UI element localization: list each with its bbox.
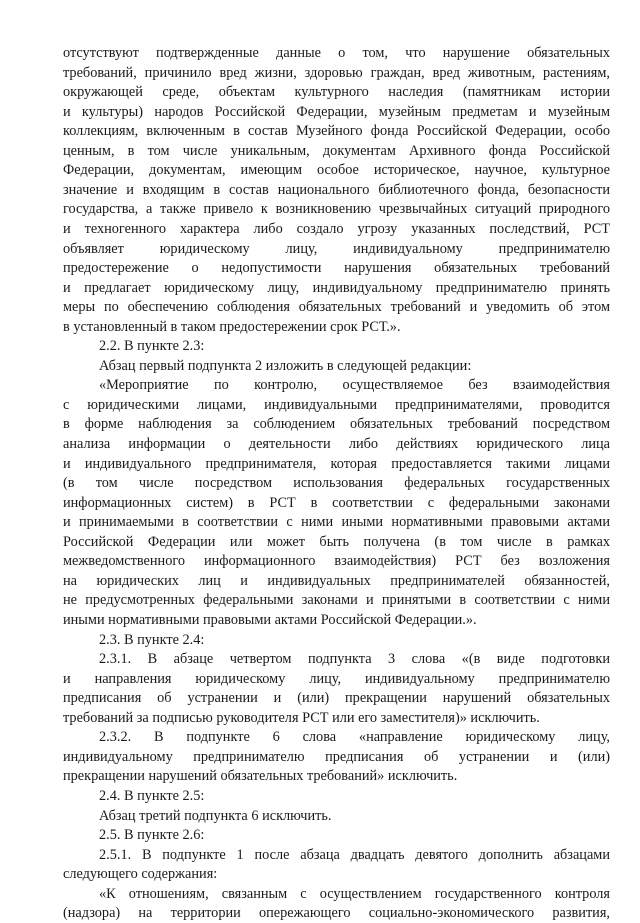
text-line: и индивидуального предпринимателя, которая предоставляется такими лицами bbox=[63, 455, 610, 472]
text-line: 2.5. В пункте 2.6: bbox=[99, 827, 205, 843]
text-line: не предусмотренных федеральными законами и принятыми в соответствии с ними bbox=[63, 592, 610, 609]
text-line: в форме наблюдения за соблюдением обязательных требований посредством bbox=[63, 416, 610, 433]
text-line: (в том числе посредством использования федеральных государственных bbox=[63, 475, 610, 492]
text-line: и техногенного характера либо создало угрозу указанных последствий, РСТ bbox=[63, 221, 610, 237]
text-line: 2.3.1. В абзаце четвертом подпункта 3 слова «(в виде подготовки bbox=[99, 651, 610, 668]
text-line: прекращении нарушений обязательных требований» исключить. bbox=[63, 768, 458, 785]
text-line: требований, причинило вред жизни, здоровью граждан, вред животным, растениям, bbox=[63, 64, 610, 81]
text-line: Российской Федерации или может быть получена (в том числе в рамках bbox=[63, 533, 610, 550]
text-line: «Мероприятие по контролю, осуществляемое без взаимодействия bbox=[99, 377, 610, 394]
text-line: предостережение о недопустимости нарушения обязательных требований bbox=[63, 260, 610, 277]
text-line: объявляет юридическому лицу, индивидуальному предпринимателю bbox=[63, 240, 610, 257]
text-line: и принимаемыми в соответствии с ними иными нормативными правовыми актами bbox=[63, 514, 610, 531]
text-line: Федерации, документам, имеющим особое историческое, научное, культурное bbox=[63, 162, 610, 179]
text-line: (надзора) на территории опережающего социально-экономического развития, bbox=[63, 905, 610, 922]
text-line: анализа информации о деятельности либо действиях юридического лица bbox=[63, 436, 610, 452]
text-line: межведомственного информационного взаимодействия) РСТ без возложения bbox=[63, 553, 610, 570]
text-line: меры по обеспечению соблюдения обязательных требований и уведомить об этом bbox=[63, 299, 610, 316]
text-line: 2.3. В пункте 2.4: bbox=[99, 631, 205, 648]
text-line: в установленный в таком предостережении срок РСТ.». bbox=[63, 318, 401, 335]
text-line: предписания об устранении и (или) прекращении нарушений обязательных bbox=[63, 690, 610, 707]
text-line: следующего содержания: bbox=[63, 866, 218, 883]
text-line: иными нормативными правовыми актами Российской Федерации.». bbox=[63, 612, 477, 628]
text-line: информационных систем) в РСТ в соответствии с федеральными законами bbox=[63, 494, 610, 511]
text-line: требований за подписью руководителя РСТ или его заместителя)» исключить. bbox=[63, 709, 540, 726]
text-line: индивидуальному предпринимателю предписания об устранении и (или) bbox=[63, 748, 610, 765]
text-line: коллекциям, включенным в состав Музейного фонда Российской Федерации, особо bbox=[63, 123, 610, 140]
text-line: 2.3.2. В подпункте 6 слова «направление юридическому лицу, bbox=[99, 729, 610, 746]
text-line: значение и входящим в состав национального библиотечного фонда, безопасности bbox=[63, 181, 610, 198]
text-line: и предлагает юридическому лицу, индивидуальному предпринимателю принять bbox=[63, 279, 610, 296]
text-line: отсутствуют подтвержденные данные о том, что нарушение обязательных bbox=[63, 45, 610, 61]
text-line: Абзац третий подпункта 6 исключить. bbox=[99, 807, 332, 824]
text-line: государства, а также привело к возникновению чрезвычайных ситуаций природного bbox=[63, 201, 610, 218]
text-line: 2.2. В пункте 2.3: bbox=[99, 338, 205, 355]
text-line: и направления юридическому лицу, индивидуальному предпринимателю bbox=[63, 670, 610, 687]
text-line: с юридическими лицами, индивидуальными предпринимателями, проводится bbox=[63, 396, 610, 413]
text-line: на юридических лиц и индивидуальных предпринимателей обязанностей, bbox=[63, 572, 610, 589]
text-line: 2.5.1. В подпункте 1 после абзаца двадцать девятого дополнить абзацами bbox=[99, 846, 610, 863]
text-line: «К отношениям, связанным с осуществлением государственного контроля bbox=[99, 885, 610, 902]
text-line: окружающей среде, объектам культурного наследия (памятникам истории bbox=[63, 84, 610, 101]
text-line: Абзац первый подпункта 2 изложить в следующей редакции: bbox=[99, 357, 472, 374]
text-line: и культуры) народов Российской Федерации, музейным предметам и музейным bbox=[63, 103, 610, 120]
text-line: 2.4. В пункте 2.5: bbox=[99, 787, 205, 804]
text-line: ценным, в том числе уникальным, документам Архивного фонда Российской bbox=[63, 142, 610, 159]
